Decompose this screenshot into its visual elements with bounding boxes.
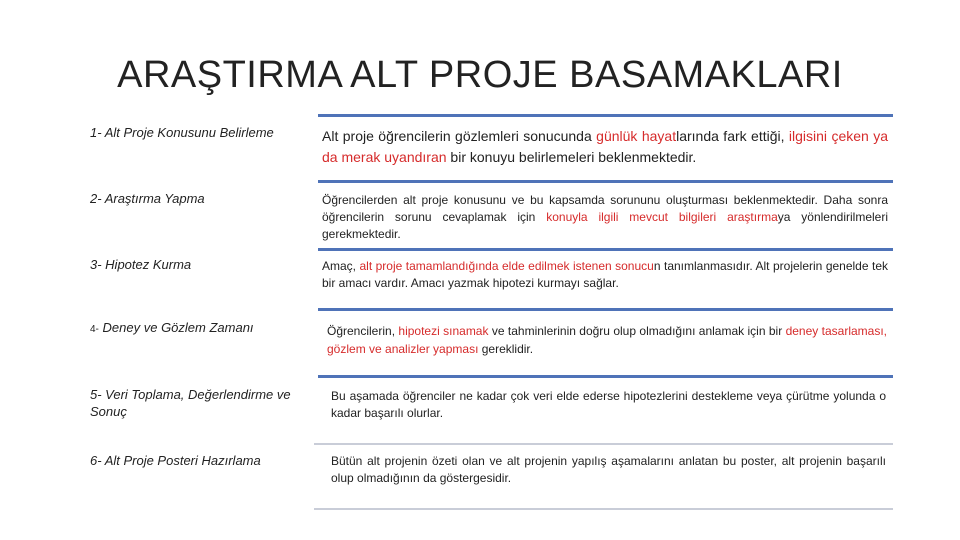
description-text: ya yönlendirilmeleri gerekmektedir. bbox=[322, 210, 888, 241]
step-description bbox=[322, 192, 888, 243]
description-text: Bütün alt projenin özeti olan ve alt projenin yapılış aşamalarını anlatan bu poster, alt projenin başarılı olup olmadığının da göstergesidir. bbox=[331, 454, 886, 485]
step-description bbox=[327, 322, 887, 358]
step-label: 6- Alt Proje Posteri Hazırlama bbox=[90, 453, 261, 468]
description-text: Alt proje öğrencilerin gözlemleri sonucunda bbox=[322, 128, 597, 144]
page-title: ARAŞTIRMA ALT PROJE BASAMAKLARI bbox=[117, 54, 843, 96]
step-description bbox=[322, 126, 888, 168]
description-text: larında fark ettiği, bbox=[676, 128, 789, 144]
description-text: gereklidir. bbox=[478, 342, 534, 356]
step-label: 2- Araştırma Yapma bbox=[90, 191, 205, 206]
step-label: 3- Hipotez Kurma bbox=[90, 257, 192, 272]
step-label bbox=[90, 319, 315, 338]
highlighted-text: hipotezi sınamak bbox=[398, 324, 489, 338]
step-label: 5- Veri Toplama, Değerlendirme ve Sonuç bbox=[90, 387, 291, 419]
step-description bbox=[331, 453, 886, 487]
description-text: bir konuyu belirlemeleri beklenmektedir. bbox=[446, 149, 697, 165]
step-label: 1- Alt Proje Konusunu Belirleme bbox=[90, 125, 274, 140]
highlighted-text: deney tasarlaması, gözlem ve analizler yapması bbox=[327, 324, 887, 356]
row-divider bbox=[318, 308, 893, 311]
step-label-text: Deney ve Gözlem Zamanı bbox=[102, 320, 254, 335]
description-text: Öğrencilerin, bbox=[327, 324, 399, 338]
highlighted-text: alt proje tamamlandığında elde edilmek istenen sonucu bbox=[359, 259, 654, 273]
description-text: ve tahminlerinin doğru olup olmadığını anlamak için bir bbox=[488, 324, 786, 338]
row-divider bbox=[318, 248, 893, 251]
description-text: Amaç, bbox=[322, 259, 360, 273]
description-text: Öğrencilerden alt proje konusunu ve bu kapsamda sorununu oluşturması beklenmektedir. Daha sonra öğrencilerin sorunu cevaplamak için bbox=[322, 193, 888, 224]
row-divider bbox=[314, 508, 893, 510]
row-divider bbox=[318, 180, 893, 183]
highlighted-text: günlük hayat bbox=[596, 128, 677, 144]
highlighted-text: ilgisini çeken ya da merak uyandıran bbox=[322, 128, 888, 165]
row-divider bbox=[318, 375, 893, 378]
description-text: n tanımlanmasıdır. Alt projelerin genelde tek bir amacı vardır. Amacı yazmak hipotezi kurmayı sağlar. bbox=[322, 259, 889, 290]
row-divider bbox=[314, 443, 893, 445]
description-text: Bu aşamada öğrenciler ne kadar çok veri elde ederse hipotezlerini destekleme veya çürütme yolunda o kadar başarılı olurlar. bbox=[331, 389, 886, 420]
highlighted-text: konuyla ilgili mevcut bilgileri araştırma bbox=[546, 210, 778, 224]
row-divider bbox=[318, 114, 893, 117]
step-number: 4- bbox=[90, 324, 99, 335]
step-description bbox=[322, 258, 888, 292]
step-description bbox=[331, 388, 886, 422]
